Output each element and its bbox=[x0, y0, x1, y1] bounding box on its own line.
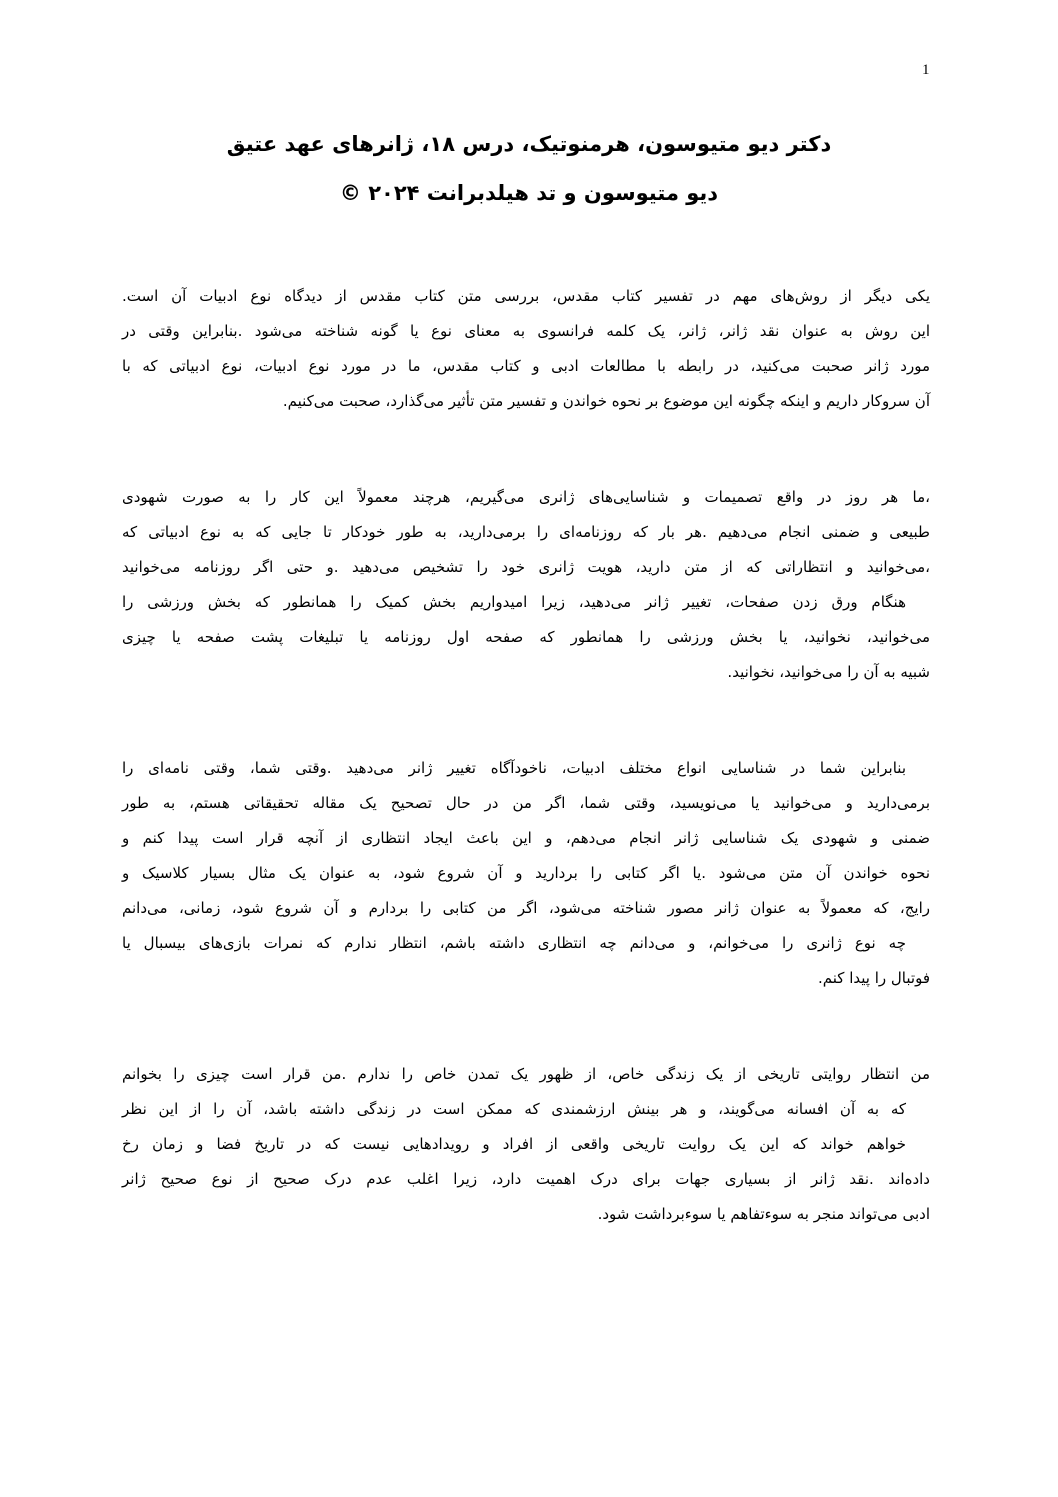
text-line: فوتبال را پیدا کنم. bbox=[818, 969, 930, 987]
text-line: رایج، که معمولاً به عنوان ژانر مصور شناخته می‌شود، اگر من کتابی را بردارم و آن شروع شود، زمانی، می‌دانم bbox=[122, 899, 930, 917]
paragraph-2 bbox=[122, 480, 930, 690]
text-line: خواهم خواند که این یک روایت تاریخی واقعی از افراد و رویدادهایی نیست که در تاریخ فضا و زمان رخ bbox=[122, 1135, 906, 1153]
text-line: طبیعی و ضمنی انجام می‌دهیم .هر بار که روزنامه‌ای را برمی‌دارید، به طور خودکار تا جایی که به نوع ادبیاتی که bbox=[122, 523, 930, 541]
text-line: هنگام ورق زدن صفحات، تغییر ژانر می‌دهید، زیرا امیدواریم بخش کمیک را همانطور که بخش ورزشی را bbox=[122, 593, 906, 611]
text-line: ،ما هر روز در واقع تصمیمات و شناسایی‌های ژانری می‌گیریم، هرچند معمولاً این کار را به صورت شهودی bbox=[122, 488, 930, 506]
document-title: دکتر دیو متیوسون، هرمنوتیک، درس ۱۸، ژانرهای عهد عتیق bbox=[226, 132, 832, 156]
document-body bbox=[122, 279, 930, 1293]
text-line: داده‌اند .نقد ژانر از بسیاری جهات برای درک اهمیت دارد، زیرا اغلب عدم درک صحیح از نوع صحیح ژانر bbox=[122, 1170, 930, 1188]
document-subtitle: دیو متیوسون و تد هیلدبرانت ۲۰۲۴ © bbox=[339, 181, 719, 205]
text-line: ادبی می‌تواند منجر به سوءتفاهم یا سوءبرداشت شود. bbox=[597, 1205, 930, 1223]
paragraph-4 bbox=[122, 1057, 930, 1232]
text-line: شبیه به آن را می‌خوانید، نخوانید. bbox=[727, 663, 930, 681]
text-line: چه نوع ژانری را می‌خوانم، و می‌دانم چه انتظاری داشته باشم، انتظار ندارم که نمرات بازی‌های بیسبال یا bbox=[122, 934, 906, 952]
text-line: ،می‌خوانید و انتظاراتی که از متن دارید، هویت ژانری خود را تشخیص می‌دهید .و حتی اگر روزنامه می‌خوانید bbox=[122, 558, 930, 576]
page-number: 1 bbox=[922, 62, 930, 78]
text-line: من انتظار روایتی تاریخی از یک زندگی خاص، از ظهور یک تمدن خاص را ندارم .من قرار است چیزی را بخوانم bbox=[122, 1065, 930, 1083]
paragraph-1 bbox=[122, 279, 930, 419]
text-line: یکی دیگر از روش‌های مهم در تفسیر کتاب مقدس، بررسی متن کتاب مقدس از دیدگاه نوع ادبیات آن است. bbox=[122, 287, 930, 305]
text-line: این روش به عنوان نقد ژانر، ژانر، یک کلمه فرانسوی به معنای نوع یا گونه شناخته می‌شود .بنابراین وقتی در bbox=[122, 322, 930, 340]
text-line: که به آن افسانه می‌گویند، و هر بینش ارزشمندی که ممکن است در زندگی داشته باشد، آن را از این نظر bbox=[122, 1100, 906, 1118]
text-line: برمی‌دارید و می‌خوانید یا می‌نویسید، وقتی شما، اگر من در حال تصحیح یک مقاله تحقیقاتی هستم، به طور bbox=[122, 794, 930, 812]
paragraph-3 bbox=[122, 751, 930, 996]
text-line: نحوه خواندن آن متن می‌شود .یا اگر کتابی را بردارید و آن شروع شود، به عنوان یک مثال بسیار کلاسیک و bbox=[122, 864, 930, 882]
text-line: می‌خوانید، نخوانید، یا بخش ورزشی را همانطور که صفحه اول روزنامه یا تبلیغات پشت صفحه یا چیزی bbox=[122, 628, 930, 646]
text-line: ضمنی و شهودی یک شناسایی ژانر انجام می‌دهم، و این باعث ایجاد انتظاری از آنچه قرار است پیدا کنم و bbox=[122, 829, 930, 847]
text-line: مورد ژانر صحبت می‌کنید، در رابطه با مطالعات ادبی و کتاب مقدس، ما در مورد نوع ادبیات، نوع ادبیاتی که با bbox=[122, 357, 930, 375]
text-line: بنابراین شما در شناسایی انواع مختلف ادبیات، ناخودآگاه تغییر ژانر می‌دهید .وقتی شما، وقتی نامه‌ای را bbox=[122, 759, 906, 777]
text-line: آن سروکار داریم و اینکه چگونه این موضوع بر نحوه خواندن و تفسیر متن تأثیر می‌گذارد، صحبت می‌کنیم. bbox=[282, 392, 930, 410]
